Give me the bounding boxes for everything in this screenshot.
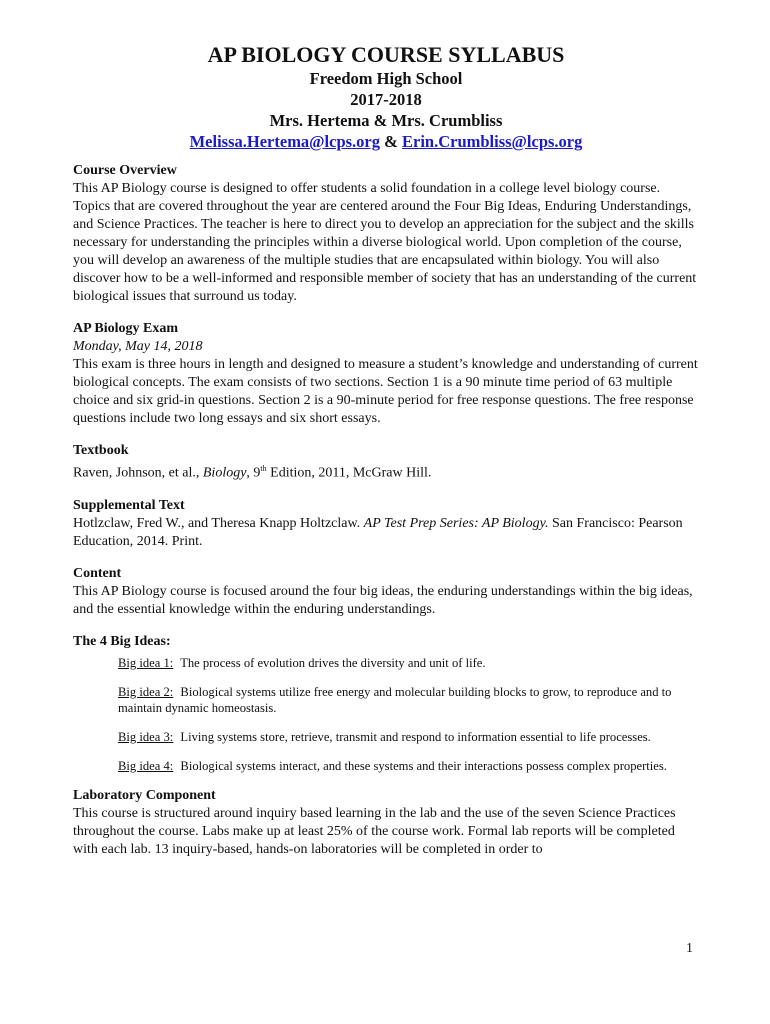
big-ideas-list xyxy=(118,655,699,774)
big-idea-label: Big idea 2: xyxy=(118,684,174,699)
course-overview-section xyxy=(73,162,699,306)
school-name: Freedom High School xyxy=(309,69,463,88)
citation-publisher: Edition, 2011, McGraw Hill. xyxy=(266,465,432,481)
citation-authors: Hotlzclaw, Fred W., and Theresa Knapp Holtzclaw. xyxy=(73,515,364,531)
big-idea-text: Biological systems utilize free energy and molecular building blocks to grow, to reproduce and to maintain dynamic homeostasis. xyxy=(118,684,672,715)
citation-superscript: th xyxy=(260,464,267,473)
big-idea-text: The process of evolution drives the diversity and unit of life. xyxy=(180,655,486,670)
citation-title: Biology xyxy=(202,465,247,481)
section-heading: Laboratory Component xyxy=(73,787,216,803)
citation-authors: Raven, Johnson, et al., xyxy=(73,465,203,481)
big-idea-label: Big idea 3: xyxy=(118,729,174,744)
supplemental-citation xyxy=(73,515,699,551)
section-heading: Course Overview xyxy=(73,163,177,178)
citation-publisher: San Francisco: Pearson Education, 2014. Print. xyxy=(73,515,683,549)
section-heading: Supplemental Text xyxy=(73,497,185,513)
section-heading: The 4 Big Ideas: xyxy=(73,633,171,649)
section-body: This exam is three hours in length and designed to measure a student’s knowledge and understanding of current biological concepts. The exam consists of two sections. Section 1 is a 90 minute time period of 63 multiple choice and six grid-in questions. Section 2 is a 90-minute period for free response questions. The free response questions include two long essays and six short essays. xyxy=(73,357,698,426)
teacher-names: Mrs. Hertema & Mrs. Crumbliss xyxy=(269,111,503,130)
laboratory-section xyxy=(73,787,699,859)
email-link-hertema[interactable]: Melissa.Hertema@lcps.org xyxy=(189,132,380,151)
content-section xyxy=(73,565,699,619)
big-idea-text: Biological systems interact, and these systems and their interactions possess complex properties. xyxy=(180,758,667,773)
section-heading: Textbook xyxy=(73,443,129,458)
section-body: This AP Biology course is designed to offer students a solid foundation in a college level biology course. Topics that are covered throughout the year are centered around the Four Big Ideas, Enduring Understandings, and Science Practices. The teacher is here to direct you to develop an appreciation for the subject and the skills necessary for understanding the principles within a diverse biological world. Upon completion of the course, you will develop an awareness of the multiple studies that are encapsulated within biology. You will also discover how to be a well-informed and responsible member of society that has an understanding of the current biological issues that surround us today. xyxy=(73,181,697,304)
section-heading: Content xyxy=(73,565,122,581)
exam-date: Monday, May 14, 2018 xyxy=(73,339,203,354)
big-idea-text: Living systems store, retrieve, transmit and respond to information essential to life processes. xyxy=(180,729,651,744)
textbook-citation xyxy=(73,460,699,483)
page-title: AP BIOLOGY COURSE SYLLABUS xyxy=(207,42,565,67)
big-ideas-section xyxy=(73,633,699,774)
email-separator: & xyxy=(380,132,402,151)
big-idea-label: Big idea 1: xyxy=(118,655,174,670)
list-item xyxy=(118,758,699,774)
section-heading: AP Biology Exam xyxy=(73,321,179,336)
citation-title: AP Test Prep Series: AP Biology. xyxy=(363,515,549,531)
ap-exam-section xyxy=(73,320,699,428)
page-number: 1 xyxy=(686,941,693,956)
big-idea-label: Big idea 4: xyxy=(118,758,174,773)
section-body: This AP Biology course is focused around the four big ideas, the enduring understandings within the big ideas, and the essential knowledge within the enduring understandings. xyxy=(73,583,693,617)
list-item xyxy=(118,655,699,671)
textbook-section xyxy=(73,442,699,483)
school-year: 2017-2018 xyxy=(350,90,422,109)
citation-edition: , 9 xyxy=(246,465,261,481)
syllabus-page xyxy=(73,42,699,873)
email-link-crumbliss[interactable]: Erin.Crumbliss@lcps.org xyxy=(402,132,583,151)
teacher-emails xyxy=(73,131,699,152)
supplemental-text-section xyxy=(73,497,699,551)
list-item xyxy=(118,729,699,745)
section-body: This course is structured around inquiry based learning in the lab and the use of the seven Science Practices throughout the course. Labs make up at least 25% of the course work. Formal lab reports will be completed with each lab. 13 inquiry-based, hands-on laboratories will be completed in order to xyxy=(73,805,676,857)
list-item xyxy=(118,684,699,716)
